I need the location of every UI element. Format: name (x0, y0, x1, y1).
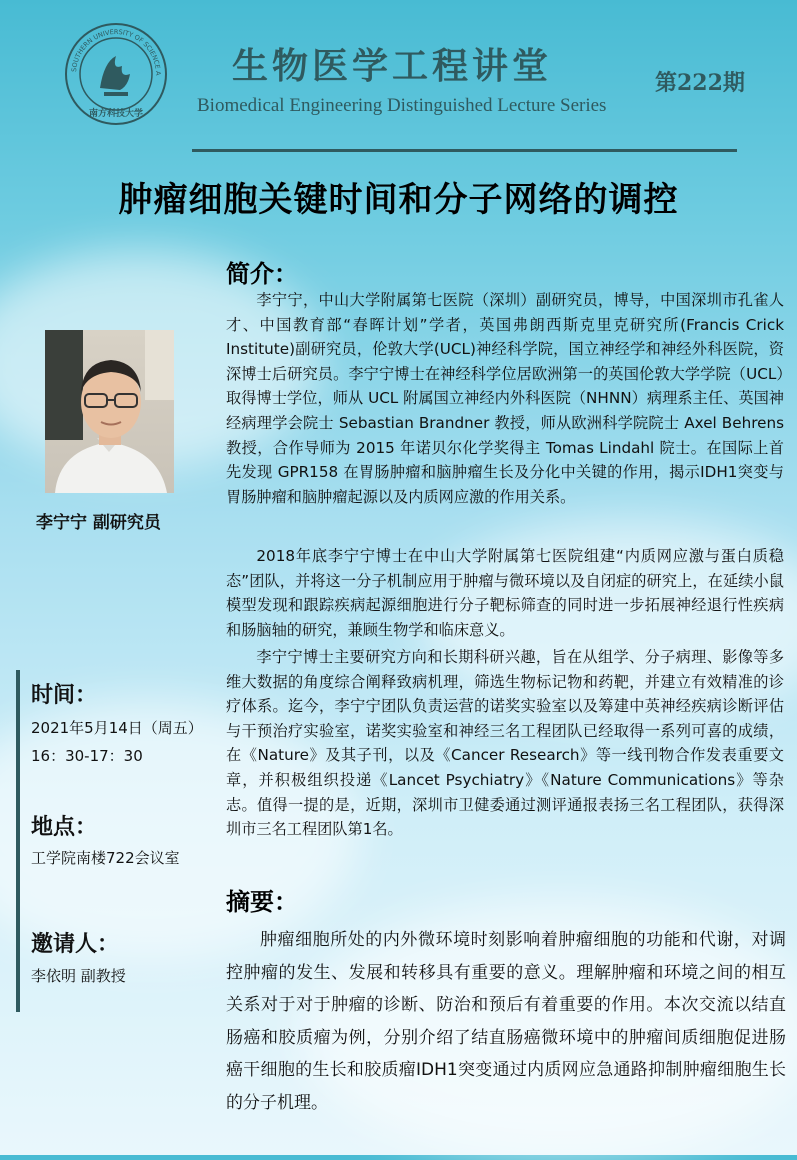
svg-text:SOUTHERN UNIVERSITY OF SCIENCE: SOUTHERN UNIVERSITY OF SCIENCE A (70, 27, 163, 76)
issue-number: 第222期 (655, 70, 745, 96)
abstract-heading: 摘要： (226, 888, 298, 916)
intro-heading: 简介： (226, 260, 298, 288)
header-divider (192, 149, 737, 152)
host-name: 李依明 副教授 (31, 967, 126, 985)
abstract-text: 肿瘤细胞所处的内外微环境时刻影响着肿瘤细胞的功能和代谢，对调控肿瘤的发生、发展和转移具有重要的意义。理解肿瘤和环境之间的相互关系对于对于肿瘤的诊断、防治和预后有着重要的作用。本次交流以结直肠癌和胶质瘤为例，分别介绍了结直肠癌微环境中的肿瘤间质细胞促进肠癌干细胞的生长和胶质瘤IDH1突变通过内质网应急通路抑制肿瘤细胞生长的分子机理。 (226, 930, 786, 1113)
lecture-hours: 16：30-17：30 (31, 747, 143, 765)
intro-paragraph-3: 李宁宁博士主要研究方向和长期科研兴趣，旨在从组学、分子病理、影像等多维大数据的角度综合阐释致病机理，筛选生物标记物和药靶，并建立有效精准的诊疗体系。迄今，李宁宁团队负责运营的诺奖实验室以及筹建中英神经疾病诊断评估与干预治疗实验室，诺奖实验室和神经三名工程团队已经取得一系列可喜的成绩，在《Nature》及其子刊，以及《Cancer Research》等一线刊物合作发表重要文章，并积极组织投递《Lancet Psychiatry》《Nature Communications》等杂志。值得一提的是，近期，深圳市卫健委通过测评通报表扬三名工程团队，获得深圳市三名工程团队第1名。 (226, 648, 784, 839)
university-logo (64, 22, 168, 126)
svg-text:南方科技大学: 南方科技大学 (88, 109, 144, 119)
intro-paragraph-2: 2018年底李宁宁博士在中山大学附属第七医院组建“内质网应激与蛋白质稳态”团队，并将这一分子机制应用于肿瘤与微环境以及自闭症的研究上，在延续小鼠模型发现和跟踪疾病起源细胞进行分子靶标筛查的同时进一步拓展神经退行性疾病和肠脑轴的研究，兼顾生物学和临床意义。 (226, 547, 784, 639)
lecture-place: 工学院南楼722会议室 (31, 849, 180, 867)
lecture-title: 肿瘤细胞关键时间和分子网络的调控 (118, 180, 679, 220)
series-title-cn: 生物医学工程讲堂 (232, 45, 553, 87)
speaker-photo (45, 330, 174, 493)
place-label: 地点： (31, 815, 98, 840)
intro-paragraph-1: 李宁宁，中山大学附属第七医院（深圳）副研究员，博导，中国深圳市孔雀人才、中国教育部“春晖计划”学者，英国弗朗西斯克里克研究所(Francis Crick Institute)副研究员，伦敦大学(UCL)神经科学院，国立神经学和神经外科医院，资深博士后研究员。李宁宁博士在神经科学位居欧洲第一的英国伦敦大学学院（UCL）取得博士学位，师从 UCL 附属国立神经内外科医院（NHNN）病理系主任、英国神经病理学会院士 Sebastian Brandner 教授，师从欧洲科学院院士 Axel Behrens 教授，合作导师为 2015 年诺贝尔化学奖得主 Tomas Lindahl 院士。在国际上首先发现 GPR158 在胃肠肿瘤和脑肿瘤生长及分化中关键的作用，揭示IDH1突变与胃肠肿瘤和脑肿瘤起源以及内质网应激的作用关系。 (226, 291, 784, 506)
lecture-date: 2021年5月14日（周五） (31, 719, 203, 737)
speaker-name: 李宁宁 副研究员 (36, 513, 161, 533)
series-title-en: Biomedical Engineering Distinguished Lecture Series (197, 95, 607, 116)
time-label: 时间： (31, 683, 98, 708)
sidebar-accent-line (16, 670, 20, 1012)
host-label: 邀请人： (31, 932, 120, 957)
